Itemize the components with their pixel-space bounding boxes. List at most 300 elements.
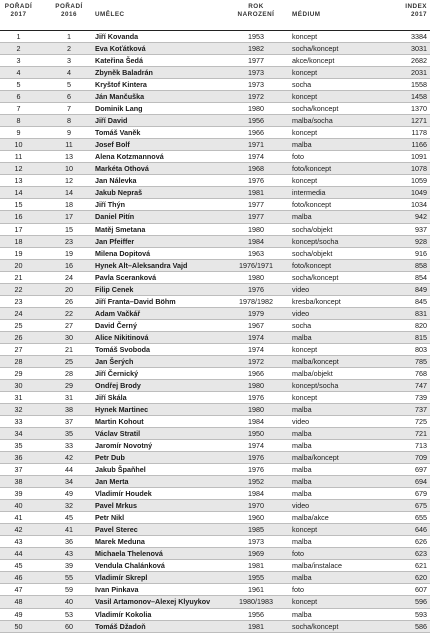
birth-year-cell: 1971	[248, 140, 264, 150]
rank-2017-cell: 16	[14, 212, 23, 222]
table-row	[0, 416, 430, 428]
rank-2016-cell: 29	[65, 380, 73, 390]
birth-year-cell: 1984	[248, 417, 264, 426]
artist-name-cell: Jan Merta	[95, 477, 129, 487]
artist-name-cell: Jan Šerých	[95, 356, 134, 366]
artist-name-cell: Daniel Pitín	[95, 212, 135, 222]
rank-2017-cell: 1	[16, 32, 21, 41]
birth-year-cell: 1956	[248, 116, 264, 126]
artist-name-cell: Petr Nikl	[95, 513, 125, 523]
rank-2016-cell: 21	[65, 344, 73, 354]
medium-cell: malba	[292, 537, 312, 547]
rank-2016-cell: 4	[67, 68, 71, 78]
artist-name-cell: Jan Pfeiffer	[95, 236, 135, 246]
medium-cell: malba/koncept	[292, 356, 339, 366]
rank-2017-cell: 18	[14, 236, 23, 246]
medium-cell: foto/koncept	[292, 200, 332, 210]
table-row	[0, 175, 430, 187]
rank-2017-cell: 38	[14, 477, 23, 487]
rank-2017-cell: 14	[14, 188, 23, 198]
index-cell: 1271	[411, 116, 427, 126]
rank-2017-cell: 29	[14, 368, 23, 378]
rank-2017-cell: 19	[14, 248, 23, 258]
index-cell: 694	[415, 477, 427, 487]
rank-2017-cell: 9	[16, 128, 21, 138]
table-row	[0, 91, 430, 103]
rank-2017-cell: 12	[14, 164, 23, 174]
table-row	[0, 151, 430, 163]
rank-2016-cell: 13	[65, 152, 73, 162]
table-row	[0, 596, 430, 608]
birth-year-cell: 1950	[248, 429, 264, 439]
table-row	[0, 488, 430, 500]
table-header	[0, 0, 430, 31]
artist-name-cell: Pavel Mrkus	[95, 501, 137, 511]
birth-year-cell: 1952	[248, 477, 264, 487]
birth-year-cell: 1976/1971	[239, 260, 273, 270]
table-row	[0, 548, 430, 560]
medium-cell: koncept	[292, 392, 318, 402]
artist-name-cell: Pavla Sceranková	[95, 272, 157, 282]
artist-name-cell: Vendula Chalánková	[95, 561, 165, 571]
rank-2016-cell: 26	[65, 296, 73, 306]
rank-2016-cell: 41	[65, 525, 73, 535]
rank-2017-cell: 45	[14, 561, 23, 571]
birth-year-cell: 1981	[248, 561, 264, 571]
table-row	[0, 380, 430, 392]
birth-year-cell: 1960	[248, 513, 264, 523]
rank-2016-cell: 15	[65, 224, 73, 234]
rank-2017-cell: 34	[14, 429, 23, 439]
rank-2017-cell: 39	[14, 489, 23, 499]
rank-2017-cell: 44	[14, 549, 23, 559]
medium-cell: foto/koncept	[292, 260, 332, 270]
rank-2016-cell: 8	[67, 116, 71, 126]
medium-cell: malba	[292, 477, 312, 487]
birth-year-cell: 1974	[248, 332, 264, 342]
rank-2017-cell: 3	[16, 56, 21, 66]
artist-name-cell: Tomáš Svoboda	[95, 344, 150, 354]
rank-2017-cell: 13	[14, 176, 23, 186]
medium-cell: foto	[292, 152, 304, 162]
rank-2016-cell: 18	[65, 200, 73, 210]
artist-name-cell: Jiří Kovanda	[95, 32, 139, 41]
artist-name-cell: Jakub Nepraš	[95, 188, 143, 198]
rank-2016-cell: 24	[65, 272, 73, 282]
birth-year-cell: 1977	[248, 56, 264, 66]
table-row	[0, 248, 430, 260]
artist-name-cell: Josef Bolf	[95, 140, 130, 150]
index-cell: 942	[415, 212, 427, 222]
index-cell: 1178	[411, 128, 427, 138]
artist-name-cell: Ivan Pinkava	[95, 585, 139, 595]
birth-year-cell: 1977	[248, 212, 264, 222]
table-row	[0, 67, 430, 79]
rank-2016-cell: 16	[65, 260, 73, 270]
artist-name-cell: Ondřej Brody	[95, 380, 141, 390]
table-row	[0, 308, 430, 320]
index-cell: 858	[415, 260, 427, 270]
table-row	[0, 187, 430, 199]
table-row	[0, 392, 430, 404]
artist-name-cell: Tomáš Džadoň	[95, 621, 146, 631]
medium-cell: koncept	[292, 597, 318, 607]
birth-year-cell: 1963	[248, 248, 264, 258]
birth-year-cell: 1980	[248, 224, 264, 234]
table-row	[0, 404, 430, 416]
birth-year-cell: 1974	[248, 152, 264, 162]
rank-2017-cell: 8	[16, 116, 21, 126]
rank-2016-cell: 45	[65, 513, 73, 523]
medium-cell: malba	[292, 332, 312, 342]
table-row	[0, 428, 430, 440]
rank-2016-cell: 20	[65, 284, 73, 294]
rank-2017-cell: 22	[14, 284, 23, 294]
birth-year-cell: 1966	[248, 128, 264, 138]
rank-2017-cell: 7	[16, 104, 21, 114]
index-cell: 655	[415, 513, 427, 523]
birth-year-cell: 1980	[248, 380, 264, 390]
birth-year-cell: 1982	[248, 44, 264, 54]
artist-name-cell: Michaela Thelenová	[95, 549, 163, 559]
rank-2017-cell: 24	[14, 308, 23, 318]
table-row	[0, 332, 430, 344]
artist-name-cell: Jan Nálevka	[95, 176, 137, 186]
rank-2017-cell: 33	[14, 417, 23, 426]
artist-name-cell: Vladimír Houdek	[95, 489, 152, 499]
birth-year-cell: 1980	[248, 404, 264, 414]
artist-name-cell: Alice Nikitinová	[95, 332, 149, 342]
medium-cell: video	[292, 284, 310, 294]
birth-year-cell: 1979	[248, 308, 264, 318]
medium-cell: malba	[292, 609, 312, 619]
artist-name-cell: David Černý	[95, 320, 137, 330]
index-cell: 3384	[411, 32, 427, 41]
table-row	[0, 236, 430, 248]
rank-2017-cell: 10	[14, 140, 23, 150]
rank-2016-cell: 30	[65, 332, 73, 342]
artist-name-cell: Jiří Franta–David Böhm	[95, 296, 176, 306]
table-row	[0, 211, 430, 223]
medium-cell: malba/akce	[292, 513, 329, 523]
rank-2017-cell: 30	[14, 380, 23, 390]
medium-cell: video	[292, 308, 310, 318]
index-cell: 621	[415, 561, 427, 571]
rank-2017-cell: 5	[16, 80, 21, 90]
birth-year-cell: 1984	[248, 236, 264, 246]
rank-2017-cell: 49	[14, 609, 23, 619]
rank-2016-cell: 1	[67, 32, 71, 41]
table-row	[0, 31, 430, 43]
rank-2017-cell: 17	[14, 224, 23, 234]
rank-2017-cell: 50	[14, 621, 23, 631]
medium-cell: socha/koncept	[292, 621, 339, 631]
index-cell: 803	[415, 344, 427, 354]
medium-cell: malba	[292, 441, 312, 451]
rank-2017-cell: 15	[14, 200, 23, 210]
rank-2016-cell: 37	[65, 417, 73, 426]
table-row	[0, 296, 430, 308]
table-row	[0, 260, 430, 272]
medium-cell: koncept	[292, 128, 318, 138]
medium-cell: malba/instalace	[292, 561, 342, 571]
medium-cell: koncept/socha	[292, 236, 339, 246]
rank-2017-cell: 23	[14, 296, 23, 306]
medium-cell: socha/koncept	[292, 104, 339, 114]
artist-name-cell: Vladimír Kokolia	[95, 609, 152, 619]
birth-year-cell: 1972	[248, 92, 264, 102]
rank-2016-cell: 27	[65, 320, 73, 330]
rank-2017-cell: 40	[14, 501, 23, 511]
table-row	[0, 79, 430, 91]
index-cell: 916	[415, 248, 427, 258]
artist-name-cell: Hynek Alt–Aleksandra Vajd	[95, 260, 188, 270]
rank-2017-cell: 20	[14, 260, 23, 270]
medium-cell: malba	[292, 465, 312, 475]
index-cell: 845	[415, 296, 427, 306]
artist-name-cell: Jiří Thýn	[95, 200, 125, 210]
medium-cell: video	[292, 417, 310, 426]
index-cell: 1166	[411, 140, 427, 150]
birth-year-cell: 1976	[248, 392, 264, 402]
birth-year-cell: 1981	[248, 188, 264, 198]
rank-2017-cell: 4	[16, 68, 21, 78]
index-cell: 721	[415, 429, 427, 439]
medium-cell: socha/objekt	[292, 248, 333, 258]
table-row	[0, 536, 430, 548]
index-cell: 679	[415, 489, 427, 499]
medium-cell: koncept	[292, 176, 318, 186]
rank-2017-cell: 36	[14, 453, 23, 463]
birth-year-cell: 1956	[248, 609, 264, 619]
index-cell: 1370	[411, 104, 427, 114]
rank-2016-cell: 39	[65, 561, 73, 571]
rank-2016-cell: 42	[65, 453, 73, 463]
birth-year-cell: 1974	[248, 441, 264, 451]
medium-cell: malba/koncept	[292, 453, 339, 463]
index-cell: 1034	[411, 200, 427, 210]
table-row	[0, 43, 430, 55]
index-cell: 815	[415, 332, 427, 342]
birth-year-cell: 1980/1983	[239, 597, 273, 607]
table-row	[0, 284, 430, 296]
medium-cell: socha/koncept	[292, 44, 339, 54]
medium-cell: koncept	[292, 68, 318, 78]
rank-2016-cell: 22	[65, 308, 73, 318]
rank-2016-cell: 49	[65, 489, 73, 499]
medium-cell: foto/koncept	[292, 164, 332, 174]
rank-2016-cell: 32	[65, 501, 73, 511]
index-cell: 586	[415, 621, 427, 631]
index-cell: 785	[415, 356, 427, 366]
index-cell: 747	[415, 380, 427, 390]
artist-name-cell: Václav Stratil	[95, 429, 141, 439]
artist-name-cell: Vasil Artamonov–Alexej Klyuykov	[95, 597, 211, 607]
birth-year-cell: 1985	[248, 525, 264, 535]
medium-cell: koncept	[292, 32, 318, 41]
birth-year-cell: 1980	[248, 104, 264, 114]
medium-cell: koncept	[292, 525, 318, 535]
rank-2016-cell: 33	[65, 441, 73, 451]
artist-name-cell: Markéta Othová	[95, 164, 149, 174]
birth-year-cell: 1955	[248, 573, 264, 583]
birth-year-cell: 1977	[248, 200, 264, 210]
header-rank-2016: POŘADÍ 2016	[55, 3, 83, 18]
index-cell: 854	[415, 272, 427, 282]
table-row	[0, 560, 430, 572]
table-row	[0, 609, 430, 621]
birth-year-cell: 1953	[248, 32, 264, 41]
index-cell: 737	[415, 404, 427, 414]
medium-cell: akce/koncept	[292, 56, 335, 66]
rank-2017-cell: 27	[14, 344, 23, 354]
table-row	[0, 464, 430, 476]
index-cell: 1458	[411, 92, 427, 102]
rank-2016-cell: 3	[67, 56, 71, 66]
rank-2017-cell: 28	[14, 356, 23, 366]
index-cell: 2682	[411, 56, 427, 66]
rank-2017-cell: 35	[14, 441, 23, 451]
rank-2016-cell: 28	[65, 368, 73, 378]
artist-name-cell: Jaromír Novotný	[95, 441, 153, 451]
table-row	[0, 440, 430, 452]
medium-cell: malba	[292, 212, 312, 222]
index-cell: 928	[415, 236, 427, 246]
index-cell: 2031	[411, 68, 427, 78]
birth-year-cell: 1966	[248, 368, 264, 378]
rank-2017-cell: 2	[16, 44, 21, 54]
birth-year-cell: 1984	[248, 489, 264, 499]
medium-cell: socha	[292, 80, 312, 90]
table-row	[0, 572, 430, 584]
index-cell: 607	[415, 585, 427, 595]
table-row	[0, 320, 430, 332]
rank-2016-cell: 5	[67, 80, 71, 90]
artist-name-cell: Ján Mančuška	[95, 92, 145, 102]
table-row	[0, 356, 430, 368]
artist-name-cell: Hynek Martinec	[95, 404, 149, 414]
index-cell: 937	[415, 224, 427, 234]
rank-2017-cell: 6	[16, 92, 21, 102]
rank-2016-cell: 10	[65, 164, 73, 174]
rank-2016-cell: 31	[65, 392, 73, 402]
birth-year-cell: 1980	[248, 272, 264, 282]
medium-cell: foto	[292, 549, 304, 559]
index-cell: 1091	[411, 152, 427, 162]
birth-year-cell: 1976	[248, 284, 264, 294]
rank-2016-cell: 17	[65, 212, 73, 222]
rank-2017-cell: 32	[14, 404, 23, 414]
index-cell: 768	[415, 368, 427, 378]
table-row	[0, 452, 430, 464]
artist-name-cell: Zbyněk Baladrán	[95, 68, 153, 78]
artist-name-cell: Pavel Sterec	[95, 525, 138, 535]
birth-year-cell: 1976	[248, 453, 264, 463]
index-cell: 1059	[411, 176, 427, 186]
birth-year-cell: 1973	[248, 537, 264, 547]
medium-cell: koncept	[292, 92, 318, 102]
rank-2016-cell: 6	[67, 92, 71, 102]
index-cell: 620	[415, 573, 427, 583]
table-body	[0, 31, 430, 633]
artist-name-cell: Kryštof Kintera	[95, 80, 147, 90]
artist-name-cell: Kateřina Šedá	[95, 56, 143, 66]
table-row	[0, 512, 430, 524]
rank-2016-cell: 43	[65, 549, 73, 559]
index-cell: 849	[415, 284, 427, 294]
rank-2017-cell: 26	[14, 332, 23, 342]
medium-cell: malba/socha	[292, 116, 333, 126]
index-cell: 739	[415, 392, 427, 402]
rank-2016-cell: 12	[65, 176, 73, 186]
medium-cell: malba	[292, 429, 312, 439]
rank-2016-cell: 19	[65, 248, 73, 258]
birth-year-cell: 1961	[248, 585, 264, 595]
rank-2017-cell: 47	[14, 585, 23, 595]
rank-2016-cell: 40	[65, 597, 73, 607]
rank-2016-cell: 7	[67, 104, 71, 114]
rank-2017-cell: 25	[14, 320, 23, 330]
rank-2016-cell: 23	[65, 236, 73, 246]
table-row	[0, 500, 430, 512]
birth-year-cell: 1981	[248, 621, 264, 631]
medium-cell: socha/koncept	[292, 272, 339, 282]
header-birth-year: ROK NAROZENÍ	[237, 3, 275, 18]
rank-2016-cell: 25	[65, 356, 73, 366]
rank-2016-cell: 44	[65, 465, 73, 475]
artist-name-cell: Jakub Špaňhel	[95, 465, 146, 475]
artist-name-cell: Adam Vačkář	[95, 308, 141, 318]
rank-2016-cell: 53	[65, 609, 73, 619]
table-row	[0, 55, 430, 67]
artist-name-cell: Alena Kotzmannová	[95, 152, 164, 162]
medium-cell: socha	[292, 320, 312, 330]
rank-2017-cell: 46	[14, 573, 23, 583]
header-artist: UMĚLEC	[95, 10, 125, 18]
medium-cell: malba	[292, 140, 312, 150]
table-row	[0, 621, 430, 633]
medium-cell: malba/objekt	[292, 368, 333, 378]
birth-year-cell: 1974	[248, 344, 264, 354]
table-row	[0, 139, 430, 151]
medium-cell: intermedia	[292, 188, 326, 198]
rank-2017-cell: 41	[14, 513, 23, 523]
birth-year-cell: 1978/1982	[239, 296, 273, 306]
artist-name-cell: Milena Dopitová	[95, 248, 151, 258]
rank-2016-cell: 60	[65, 621, 73, 631]
index-cell: 709	[415, 453, 427, 463]
index-cell: 593	[415, 609, 427, 619]
rank-2017-cell: 31	[14, 392, 23, 402]
table-row	[0, 224, 430, 236]
index-cell: 646	[415, 525, 427, 535]
artist-name-cell: Matěj Smetana	[95, 224, 146, 234]
medium-cell: foto	[292, 585, 304, 595]
rank-2017-cell: 48	[14, 597, 23, 607]
artist-name-cell: Marek Meduna	[95, 537, 145, 547]
rank-2016-cell: 9	[67, 128, 71, 138]
index-cell: 1078	[411, 164, 427, 174]
medium-cell: kresba/koncept	[292, 296, 341, 306]
index-cell: 697	[415, 465, 427, 475]
medium-cell: malba	[292, 489, 312, 499]
table-row	[0, 115, 430, 127]
table-row	[0, 476, 430, 488]
artist-name-cell: Petr Dub	[95, 453, 125, 463]
artist-name-cell: Tomáš Vaněk	[95, 128, 141, 138]
table-row	[0, 127, 430, 139]
table-row	[0, 199, 430, 211]
